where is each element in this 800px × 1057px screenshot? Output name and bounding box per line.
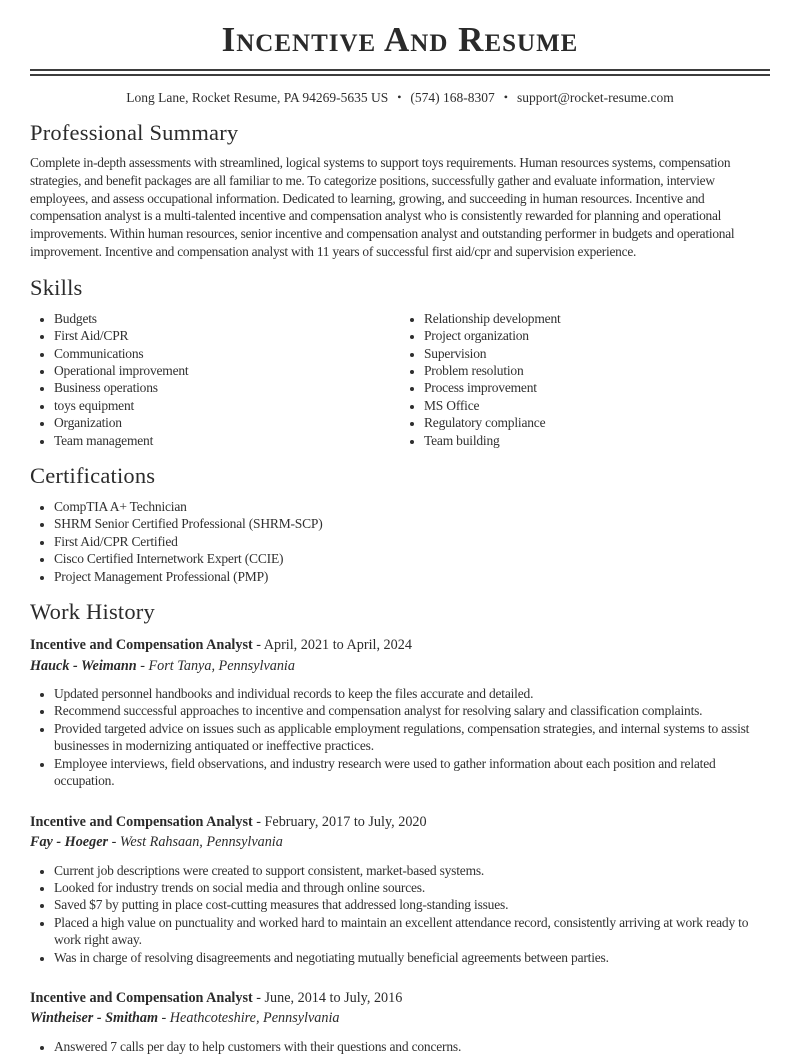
skill-item: • Budgets <box>54 310 400 327</box>
job-bullet-list <box>30 1038 770 1055</box>
contact-phone: (574) 168-8307 <box>410 90 495 105</box>
certification-item: • Cisco Certified Internetwork Expert (CCIE) <box>54 550 770 567</box>
job-location: - Fort Tanya, Pennsylvania <box>136 657 295 674</box>
job-title-line <box>30 812 770 833</box>
contact-separator-dot: • <box>503 90 508 104</box>
certification-item: • CompTIA A+ Technician <box>54 498 770 515</box>
job-company: Wintheiser - Smitham <box>30 1010 158 1027</box>
section-heading-work-history: Work History <box>30 599 155 625</box>
job-bullet: • Recommend successful approaches to incentive and compensation analyst for resolving salary and classification complaints. <box>54 702 770 719</box>
section-heading-professional-summary: Professional Summary <box>30 120 239 145</box>
certifications-list <box>30 498 770 585</box>
job-location: - Heathcoteshire, Pennsylvania <box>157 1010 340 1027</box>
job-title: Incentive and Compensation Analyst <box>30 989 253 1006</box>
job-title: Incentive and Compensation Analyst <box>30 813 253 830</box>
job-bullet-list <box>30 685 770 789</box>
skills-column-right <box>400 310 770 449</box>
skill-item: • Relationship development <box>424 310 770 327</box>
job-bullet: • Updated personnel handbooks and individual records to keep the files accurate and detailed. <box>54 685 770 702</box>
certification-item: • SHRM Senior Certified Professional (SHRM-SCP) <box>54 515 770 532</box>
job-entry <box>30 812 770 966</box>
job-bullet-list <box>30 862 770 966</box>
job-company: Hauck - Weimann <box>30 657 137 674</box>
skills-list <box>30 301 770 449</box>
skill-item: • Organization <box>54 414 400 431</box>
work-history-section <box>30 635 770 1055</box>
job-bullet: • Current job descriptions were created to support consistent, market-based systems. <box>54 862 770 879</box>
skill-item: • MS Office <box>424 397 770 414</box>
skill-item: • Project organization <box>424 327 770 344</box>
job-dates: - June, 2014 to July, 2016 <box>252 989 403 1006</box>
job-bullet: • Looked for industry trends on social media and through online sources. <box>54 879 770 896</box>
job-entry <box>30 988 770 1055</box>
resume-title: Incentive And Resume <box>221 20 579 59</box>
contact-address: Long Lane, Rocket Resume, PA 94269-5635 US <box>126 90 389 105</box>
professional-summary-text: Complete in-depth assessments with streamlined, logical systems to support toys requirements. Human resources systems, compensation strategies, and benefit packages are all familiar to me. To categorize positions, successfully gather and evaluate information, interview employees, and assess occupational information. Dedicated to learning, growing, and succeeding in human resources. Incentive and compensation analyst is a multi-talented incentive and compensation analyst who is consistently rewarded for planning and operational improvements. Within human resources, senior incentive and compensation analyst and outstanding performer in budgets and operational improvement. Incentive and compensation analyst with 11 years of successful first aid/cpr and supervision experience. <box>30 155 735 259</box>
contact-line <box>30 90 770 106</box>
job-location: - West Rahsaan, Pennsylvania <box>108 834 283 850</box>
job-dates: - April, 2021 to April, 2024 <box>252 637 412 654</box>
job-title-line <box>30 988 770 1009</box>
contact-separator-dot: • <box>397 90 402 104</box>
job-bullet: • Employee interviews, field observations, and industry research were used to gather information about each position and related occupation. <box>54 755 770 790</box>
skill-item: • Team management <box>54 432 400 449</box>
skill-item: • Team building <box>424 432 770 449</box>
certification-item: • Project Management Professional (PMP) <box>54 568 770 585</box>
job-bullet: • Placed a high value on punctuality and worked hard to maintain an excellent attendance record, consistently arriving at work ready to work right away. <box>54 914 770 949</box>
job-company: Fay - Hoeger <box>30 834 109 850</box>
job-title: Incentive and Compensation Analyst <box>30 637 253 654</box>
skill-item: • Communications <box>54 345 400 362</box>
job-dates: - February, 2017 to July, 2020 <box>252 813 427 830</box>
job-bullet: • Was in charge of resolving disagreements and negotiating mutually beneficial agreements between parties. <box>54 949 770 966</box>
skill-item: • Process improvement <box>424 379 770 396</box>
job-bullet: • Answered 7 calls per day to help customers with their questions and concerns. <box>54 1038 770 1055</box>
section-heading-certifications: Certifications <box>30 463 156 489</box>
job-entry <box>30 635 770 789</box>
job-bullet: • Provided targeted advice on issues such as applicable employment regulations, compensation strategies, and internal systems to assist businesses in modernizing antiquated or ineffective practices. <box>54 720 770 755</box>
contact-email: support@rocket-resume.com <box>517 90 674 105</box>
skills-column-left <box>30 310 400 449</box>
job-bullet: • Saved $7 by putting in place cost-cutting measures that addressed long-standing issues. <box>54 896 770 913</box>
job-title-line <box>30 635 770 656</box>
job-company-line <box>30 1008 770 1029</box>
skill-item: • Business operations <box>54 379 400 396</box>
job-company-line <box>30 832 770 853</box>
job-company-line <box>30 656 770 677</box>
skill-item: • Regulatory compliance <box>424 414 770 431</box>
section-heading-skills: Skills <box>30 274 83 300</box>
skill-item: • Supervision <box>424 345 770 362</box>
resume-page <box>0 22 800 1055</box>
certification-item: • First Aid/CPR Certified <box>54 533 770 550</box>
skill-item: • Problem resolution <box>424 362 770 379</box>
header-divider <box>30 69 770 76</box>
skill-item: • Operational improvement <box>54 362 400 379</box>
skill-item: • First Aid/CPR <box>54 327 400 344</box>
skill-item: • toys equipment <box>54 397 400 414</box>
